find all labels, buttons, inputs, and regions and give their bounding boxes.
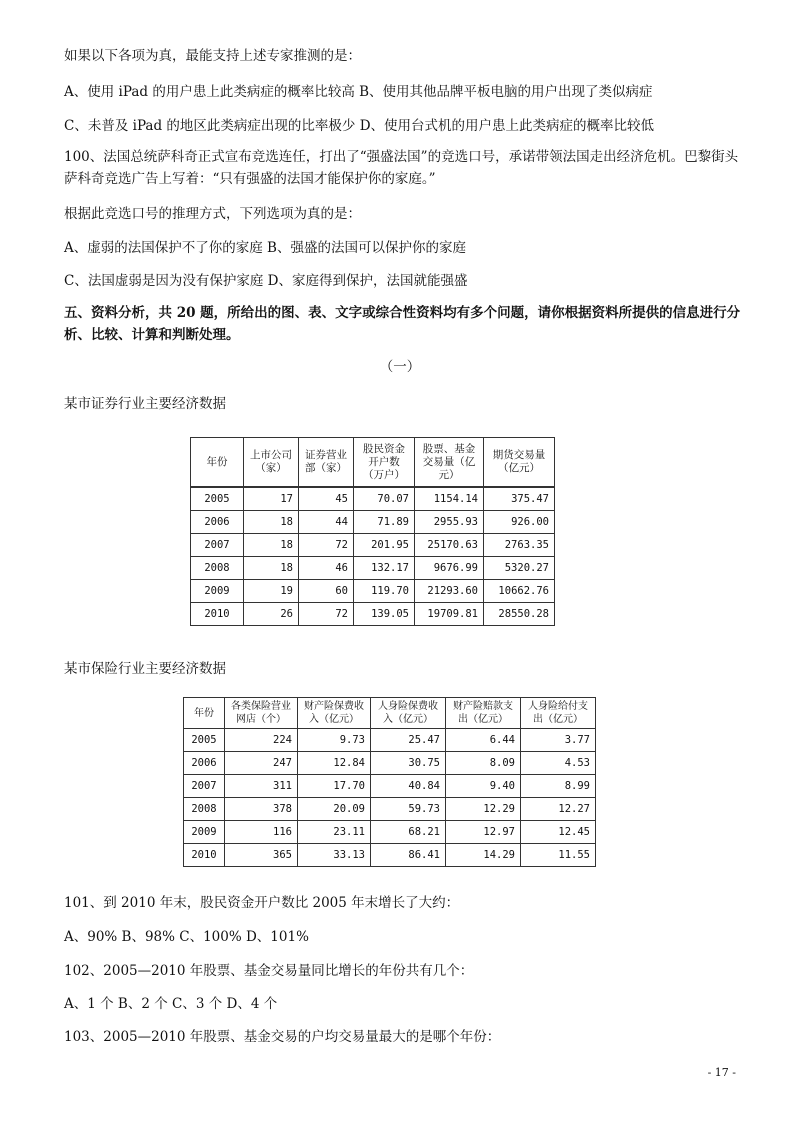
table-row (191, 487, 555, 511)
table-row (184, 775, 596, 798)
option-line: A、90% B、98% C、100% D、101% (64, 929, 309, 945)
table-header-row (184, 698, 596, 729)
value-cell: 71.89 (354, 511, 415, 534)
year-cell: 2005 (184, 729, 225, 752)
option-line: C、未普及 iPad 的地区此类病症出现的比率极少 D、使用台式机的用户患上此类病症的概率比较低 (64, 118, 655, 134)
value-cell: 25.47 (371, 729, 446, 752)
value-cell: 10662.76 (484, 580, 555, 603)
value-cell: 12.29 (446, 798, 521, 821)
value-cell: 33.13 (298, 844, 371, 867)
value-cell: 1154.14 (415, 487, 484, 511)
header-cell: 证券营业部（家） (299, 438, 354, 488)
value-cell: 18 (244, 534, 299, 557)
value-cell: 44 (299, 511, 354, 534)
value-cell: 17 (244, 487, 299, 511)
value-cell: 8.09 (446, 752, 521, 775)
table-row (191, 534, 555, 557)
value-cell: 311 (225, 775, 298, 798)
value-cell: 40.84 (371, 775, 446, 798)
value-cell: 119.70 (354, 580, 415, 603)
value-cell: 2955.93 (415, 511, 484, 534)
header-cell: 人身险给付支出（亿元） (521, 698, 596, 729)
header-cell: 人身险保费收入（亿元） (371, 698, 446, 729)
value-cell: 9676.99 (415, 557, 484, 580)
value-cell: 4.53 (521, 752, 596, 775)
value-cell: 132.17 (354, 557, 415, 580)
table-row (184, 844, 596, 867)
value-cell: 30.75 (371, 752, 446, 775)
insurance-table (183, 697, 596, 867)
year-cell: 2008 (191, 557, 244, 580)
securities-table (190, 437, 555, 626)
value-cell: 247 (225, 752, 298, 775)
value-cell: 3.77 (521, 729, 596, 752)
value-cell: 45 (299, 487, 354, 511)
table-row (191, 557, 555, 580)
year-cell: 2010 (184, 844, 225, 867)
year-cell: 2008 (184, 798, 225, 821)
value-cell: 926.00 (484, 511, 555, 534)
year-cell: 2009 (184, 821, 225, 844)
value-cell: 9.73 (298, 729, 371, 752)
table-caption: 某市保险行业主要经济数据 (64, 661, 226, 677)
option-line: A、虚弱的法国保护不了你的家庭 B、强盛的法国可以保护你的家庭 (64, 240, 466, 256)
table-row (191, 511, 555, 534)
section-heading: 五、资料分析，共 20 题，所给出的图、表、文字或综合性资料均有多个问题，请你根据资料所提供的信息进行分析、比较、计算和判断处理。 (64, 305, 741, 343)
value-cell: 12.45 (521, 821, 596, 844)
question-100: 100、法国总统萨科奇正式宣布竞选连任，打出了“强盛法国”的竞选口号，承诺带领法国走出经济危机。巴黎街头萨科奇竞选广告上写着：“只有强盛的法国才能保护你的家庭。” (64, 149, 739, 187)
value-cell: 9.40 (446, 775, 521, 798)
header-cell: 年份 (184, 698, 225, 729)
question-102: 102、2005—2010 年股票、基金交易量同比增长的年份共有几个： (64, 963, 474, 979)
value-cell: 60 (299, 580, 354, 603)
text-line: 根据此竞选口号的推理方式，下列选项为真的是： (64, 206, 361, 222)
header-cell: 期货交易量（亿元） (484, 438, 555, 488)
text-line: 如果以下各项为真，最能支持上述专家推测的是： (64, 48, 361, 64)
value-cell: 19709.81 (415, 603, 484, 626)
value-cell: 25170.63 (415, 534, 484, 557)
value-cell: 14.29 (446, 844, 521, 867)
value-cell: 72 (299, 534, 354, 557)
value-cell: 26 (244, 603, 299, 626)
value-cell: 375.47 (484, 487, 555, 511)
value-cell: 8.99 (521, 775, 596, 798)
value-cell: 2763.35 (484, 534, 555, 557)
option-line: A、1 个 B、2 个 C、3 个 D、4 个 (64, 996, 278, 1012)
value-cell: 5320.27 (484, 557, 555, 580)
value-cell: 6.44 (446, 729, 521, 752)
value-cell: 17.70 (298, 775, 371, 798)
header-cell: 股民资金开户数（万户） (354, 438, 415, 488)
table-row (184, 821, 596, 844)
subsection-marker: （一） (379, 359, 421, 375)
table-row (191, 580, 555, 603)
table-row (184, 798, 596, 821)
value-cell: 12.84 (298, 752, 371, 775)
value-cell: 139.05 (354, 603, 415, 626)
value-cell: 46 (299, 557, 354, 580)
question-101: 101、到 2010 年末，股民资金开户数比 2005 年末增长了大约： (64, 895, 460, 911)
value-cell: 201.95 (354, 534, 415, 557)
table-header-row (191, 438, 555, 488)
value-cell: 12.27 (521, 798, 596, 821)
header-cell: 年份 (191, 438, 244, 488)
year-cell: 2006 (191, 511, 244, 534)
year-cell: 2009 (191, 580, 244, 603)
header-cell: 财产险赔款支出（亿元） (446, 698, 521, 729)
value-cell: 224 (225, 729, 298, 752)
value-cell: 365 (225, 844, 298, 867)
value-cell: 23.11 (298, 821, 371, 844)
value-cell: 68.21 (371, 821, 446, 844)
header-cell: 股票、基金交易量（亿元） (415, 438, 484, 488)
value-cell: 28550.28 (484, 603, 555, 626)
question-103: 103、2005—2010 年股票、基金交易的户均交易量最大的是哪个年份： (64, 1029, 501, 1045)
value-cell: 18 (244, 557, 299, 580)
value-cell: 116 (225, 821, 298, 844)
table-row (191, 603, 555, 626)
year-cell: 2007 (191, 534, 244, 557)
year-cell: 2005 (191, 487, 244, 511)
value-cell: 59.73 (371, 798, 446, 821)
table-row (184, 729, 596, 752)
table-row (184, 752, 596, 775)
value-cell: 18 (244, 511, 299, 534)
header-cell: 上市公司（家） (244, 438, 299, 488)
value-cell: 12.97 (446, 821, 521, 844)
option-line: A、使用 iPad 的用户患上此类病症的概率比较高 B、使用其他品牌平板电脑的用户出现了类似病症 (64, 84, 653, 100)
year-cell: 2010 (191, 603, 244, 626)
table-caption: 某市证券行业主要经济数据 (64, 396, 226, 412)
year-cell: 2007 (184, 775, 225, 798)
value-cell: 70.07 (354, 487, 415, 511)
value-cell: 11.55 (521, 844, 596, 867)
option-line: C、法国虚弱是因为没有保护家庭 D、家庭得到保护，法国就能强盛 (64, 273, 468, 289)
value-cell: 72 (299, 603, 354, 626)
header-cell: 各类保险营业网店（个） (225, 698, 298, 729)
year-cell: 2006 (184, 752, 225, 775)
value-cell: 20.09 (298, 798, 371, 821)
value-cell: 86.41 (371, 844, 446, 867)
value-cell: 21293.60 (415, 580, 484, 603)
value-cell: 378 (225, 798, 298, 821)
value-cell: 19 (244, 580, 299, 603)
header-cell: 财产险保费收入（亿元） (298, 698, 371, 729)
page-number: - 17 - (707, 1066, 736, 1079)
